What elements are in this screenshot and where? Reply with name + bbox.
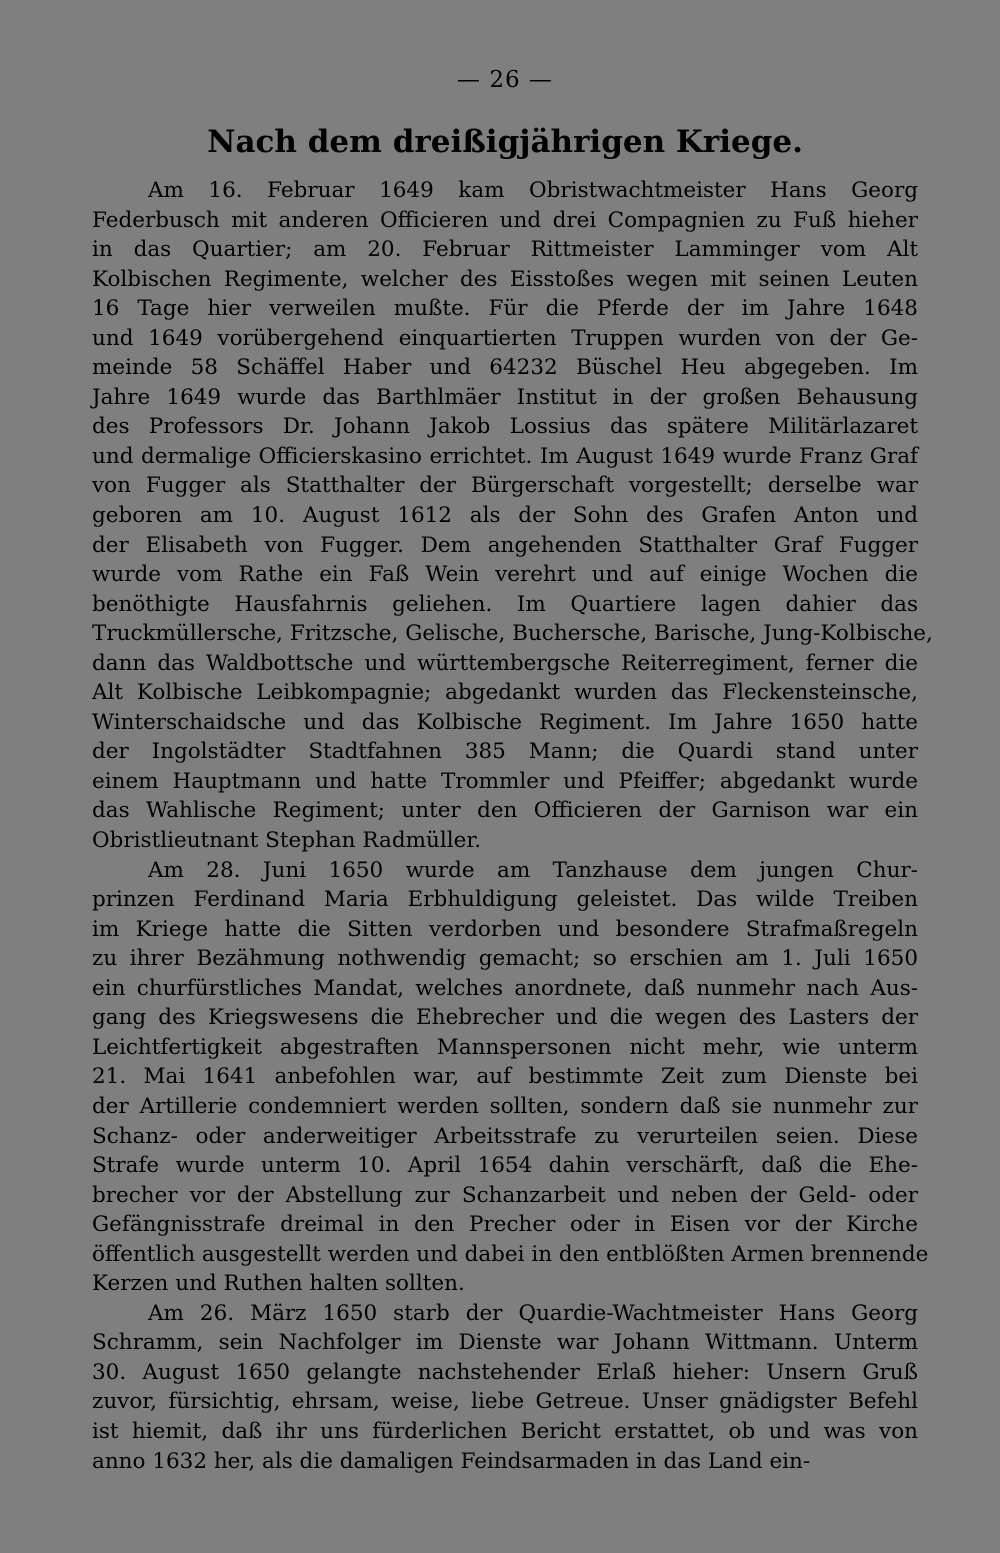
text-line: Am 16. Februar 1649 kam Obristwachtmeister Hans Georg — [148, 178, 918, 203]
text-line: anno 1632 her, als die damaligen Feindsarmaden in das Land ein- — [92, 1448, 811, 1474]
text-line: einem Hauptmann und hatte Trommler und Pfeiffer; abgedankt wurde — [92, 768, 918, 794]
text-line: Alt Kolbische Leibkompagnie; abgedankt wurden das Fleckensteinsche, — [92, 680, 918, 706]
text-line: gang des Kriegswesens die Ehebrecher und die wegen des Lasters der — [92, 1005, 918, 1031]
page-number: — 26 — — [457, 67, 553, 93]
text-line: der Artillerie condemniert werden sollten, sondern daß sie nunmehr zur — [92, 1093, 918, 1119]
text-line: ist hiemit, daß ihr uns fürderlichen Bericht erstattet, ob und was von — [92, 1418, 918, 1444]
text-line: des Professors Dr. Johann Jakob Lossius das spätere Militärlazaret — [92, 414, 918, 440]
text-line: Schanz- oder anderweitiger Arbeitsstrafe zu verurteilen seien. Diese — [92, 1123, 918, 1149]
text-line: und 1649 vorübergehend einquartierten Truppen wurden von der Ge- — [92, 325, 918, 351]
text-line: 21. Mai 1641 anbefohlen war, auf bestimmte Zeit zum Dienste bei — [92, 1064, 918, 1090]
text-line: Kolbischen Regimente, welcher des Eisstoßes wegen mit seinen Leuten — [92, 266, 918, 292]
text-line: und dermalige Officierskasino errichtet. Im August 1649 wurde Franz Graf — [92, 443, 918, 469]
text-line: das Wahlische Regiment; unter den Officieren der Garnison war ein — [92, 798, 918, 824]
text-line: Obristlieutnant Stephan Radmüller. — [92, 828, 482, 854]
text-line: Kerzen und Ruthen halten sollten. — [92, 1271, 465, 1297]
text-line: Am 28. Juni 1650 wurde am Tanzhause dem jungen Chur- — [148, 857, 918, 883]
text-line: ein churfürstliches Mandat, welches anordnete, daß nunmehr nach Aus- — [92, 975, 918, 1001]
text-line: Leichtfertigkeit abgestraften Mannspersonen nicht mehr, wie unterm — [92, 1034, 918, 1060]
paragraph — [92, 1299, 918, 1476]
text-line: öffentlich ausgestellt werden und dabei in den entblößten Armen brennende — [92, 1241, 929, 1267]
text-line: von Fugger als Statthalter der Bürgerschaft vorgestellt; derselbe war — [92, 473, 918, 499]
text-line: Gefängnisstrafe dreimal in den Precher oder in Eisen vor der Kirche — [92, 1212, 918, 1238]
text-line: Federbusch mit anderen Officieren und drei Compagnien zu Fuß hieher — [92, 207, 918, 233]
text-line: wurde vom Rathe ein Faß Wein verehrt und auf einige Wochen die — [92, 562, 918, 588]
text-line: Truckmüllersche, Fritzsche, Gelische, Buchersche, Barische, Jung-Kolbische, — [92, 621, 933, 647]
paragraph — [92, 856, 929, 1299]
chapter-title: Nach dem dreißigjährigen Kriege. — [207, 124, 803, 160]
text-line: zu ihrer Bezähmung nothwendig gemacht; so erschien am 1. Juli 1650 — [92, 946, 918, 972]
text-line: geboren am 10. August 1612 als der Sohn des Grafen Anton und — [92, 503, 918, 529]
text-line: in das Quartier; am 20. Februar Rittmeister Lamminger vom Alt — [92, 237, 918, 263]
text-line: der Elisabeth von Fugger. Dem angehenden Statthalter Graf Fugger — [92, 532, 918, 558]
text-line: Am 26. März 1650 starb der Quardie-Wachtmeister Hans Georg — [148, 1300, 918, 1326]
text-line: dann das Waldbottsche und württembergsche Reiterregiment, ferner die — [92, 650, 918, 676]
text-line: Jahre 1649 wurde das Barthlmäer Institut in der großen Behausung — [92, 384, 918, 410]
book-page — [92, 60, 933, 1476]
text-line: 30. August 1650 gelangte nachstehender Erlaß hieher: Unsern Gruß — [92, 1359, 918, 1385]
text-line: der Ingolstädter Stadtfahnen 385 Mann; die Quardi stand unter — [92, 739, 918, 765]
text-line: benöthigte Hausfahrnis geliehen. Im Quartiere lagen dahier das — [92, 591, 918, 617]
body-text — [92, 176, 933, 1476]
text-line: meinde 58 Schäffel Haber und 64232 Büschel Heu abgegeben. Im — [92, 355, 918, 381]
text-line: 16 Tage hier verweilen mußte. Für die Pferde der im Jahre 1648 — [92, 296, 918, 322]
text-line: brecher vor der Abstellung zur Schanzarbeit und neben der Geld- oder — [92, 1182, 918, 1208]
text-line: Strafe wurde unterm 10. April 1654 dahin verschärft, daß die Ehe- — [92, 1153, 918, 1179]
text-line: zuvor, fürsichtig, ehrsam, weise, liebe Getreue. Unser gnädigster Befehl — [92, 1389, 918, 1415]
text-line: im Kriege hatte die Sitten verdorben und besondere Strafmaßregeln — [92, 916, 918, 942]
text-line: Winterschaidsche und das Kolbische Regiment. Im Jahre 1650 hatte — [92, 709, 918, 735]
paragraph — [92, 176, 933, 856]
text-line: prinzen Ferdinand Maria Erbhuldigung geleistet. Das wilde Treiben — [92, 887, 918, 913]
text-line: Schramm, sein Nachfolger im Dienste war Johann Wittmann. Unterm — [92, 1330, 918, 1356]
